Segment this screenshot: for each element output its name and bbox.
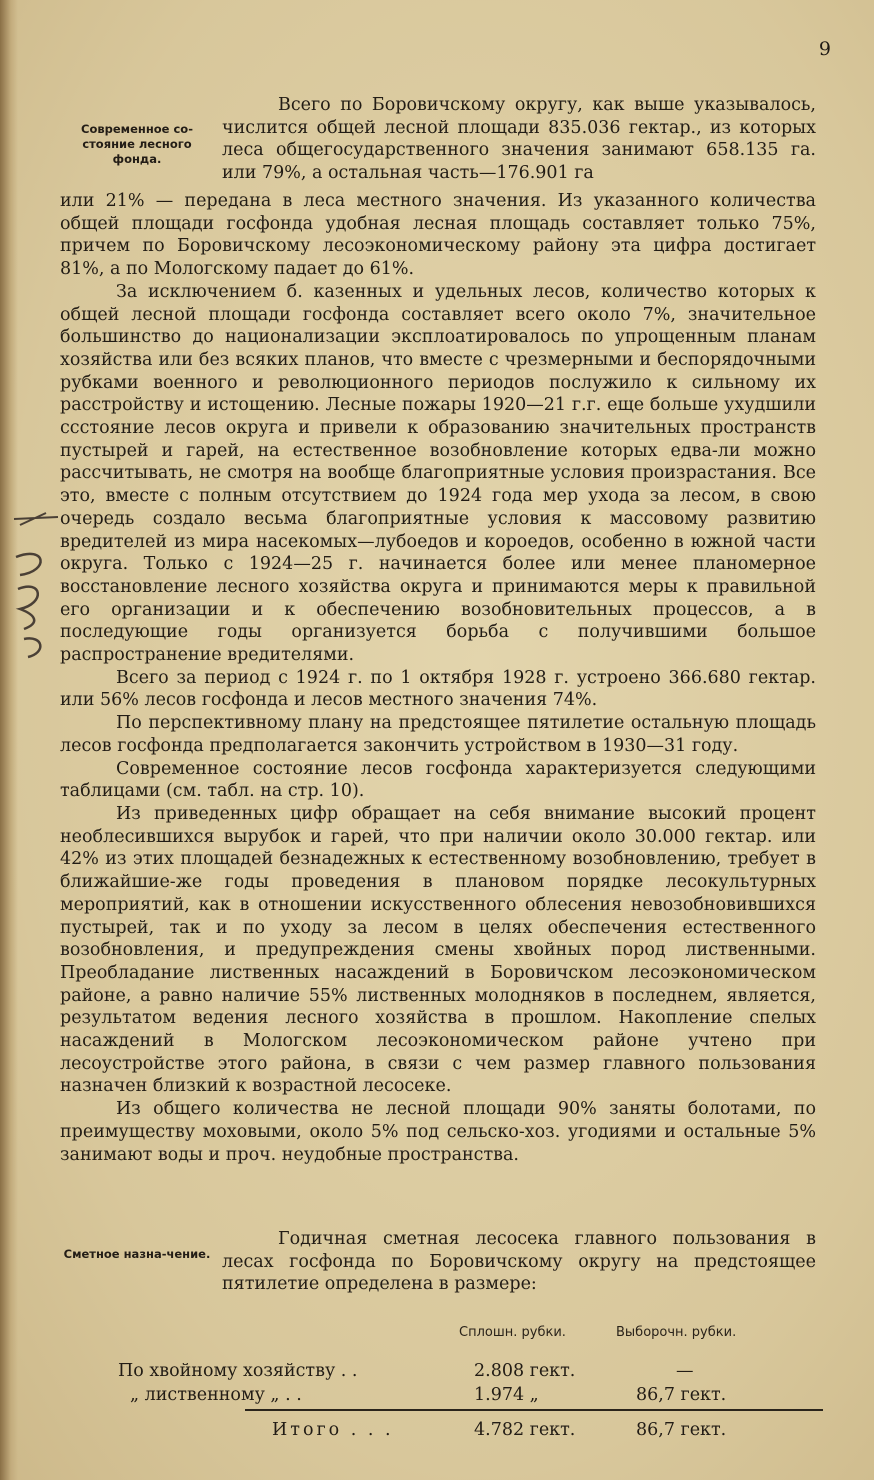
page-number: 9 (818, 38, 831, 60)
paragraph: Годичная сметная лесосека главного пользования в лесах госфонда по Боровичскому округу на предстоящее пятилетие определена в размере: (222, 1229, 816, 1295)
margin-heading-estimated-cut: Сметное назна-чение. (63, 1247, 211, 1261)
paragraph: Из приведенных цифр обращает на себя внимание высокий процент необлесившихся вырубок и гарей, что при наличии около 30.000 гектар. или 42% из этих площадей безнадежных к естественному возобновлению, требует в ближайшие-же годы проведения в плановом порядке лесокультурных мероприятий, как в отношении искусственного облесения невозобновившихся пустырей, так и по уходу за лесом в целях обеспечения естественного возобновления, и предупреждения смены хвойных пород лиственными. Преобладание лиственных насаждений в Боровичском лесоэкономическом районе, а равно наличие 55% лиственных молодняков в последнем, является, результатом ведения лесного хозяйства в прошлом. Накопление спелых насаждений в Мологском лесоэкономическом районе учтено при лесоустройстве этого района, в связи с чем размер главного пользования назначен близкий к возрастной лесосеке. (60, 803, 816, 1097)
total-label: Итого . . . (272, 1420, 394, 1440)
paragraph: За исключением б. казенных и удельных лесов, количество которых к общей лесной площади госфонда составляет всего около 7%, значительное большинство до национализации эксплоатировалось по упрощенным планам хозяйства или без всяких планов, что вместе с чрезмерными и беспорядочными рубками военного и революционного периодов послужило к сильному их расстройству и истощению. Лесные пожары 1920—21 г.г. еще больше ухудшили ссстояние лесов округа и привели к образованию значительных пространств пустырей и гарей, на естественное возобновление которых едва-ли можно рассчитывать, не смотря на вообще благоприятные условия произрастания. Все это, вместе с полным отсутствием до 1924 года мер ухода за лесом, в свою очередь создало весьма благоприятные условия к массовому развитию вредителей из мира насекомых—лубоедов и короедов, особенно в южной части округа. Только с 1924—25 г. начинается более или менее планомерное восстановление лесного хозяйства округа и принимаются меры к правильной его организации и к обеспечению возобновительных процессов, а в последующие годы организуется борьба с получившими большое распространение вредителями. (60, 281, 816, 666)
row-clear-value: 1.974 „ (474, 1385, 539, 1405)
row-label: По хвойному хозяйству . . (118, 1361, 358, 1381)
row-selective-value: 86,7 гект. (636, 1385, 727, 1405)
paragraph: Современное состояние лесов госфонда характеризуется следующими таблицами (см. табл. на стр. 10). (60, 758, 816, 802)
paragraph: или 21% — передана в леса местного значения. Из указанного количества общей площади госфонда удобная лесная площадь составляет только 75%, причем по Боровичскому лесоэкономическому району эта цифра достигает 81%, а по Мологскому падает до 61%. (60, 191, 816, 280)
total-clear-value: 4.782 гект. (474, 1420, 576, 1440)
paragraph: Всего за период с 1924 г. по 1 октября 1928 г. устроено 366.680 гектар. или 56% лесов госфонда и лесов местного значения 74%. (60, 667, 816, 711)
total-selective-value: 86,7 гект. (636, 1420, 727, 1440)
row-selective-value: — (676, 1361, 694, 1381)
header-clear-cut: Сплошн. рубки. (459, 1325, 566, 1340)
paragraph: Из общего количества не лесной площади 90% заняты болотами, по преимуществу моховыми, около 5% под сельско-хоз. угодиями и остальные 5% занимают воды и проч. неудобные пространства. (60, 1099, 816, 1165)
pencil-scribble-icon (6, 505, 66, 665)
row-clear-value: 2.808 гект. (474, 1361, 576, 1381)
row-label: „ лиственному „ . . (130, 1385, 302, 1405)
total-divider-line (245, 1409, 823, 1411)
paragraph: По перспективному плану на предстоящее пятилетие остальную площадь лесов госфонда предполагается закончить устройством в 1930—31 году. (60, 713, 816, 756)
header-selective-cut: Выборочн. рубки. (616, 1325, 737, 1340)
margin-heading-forest-state: Современное со-стояние лесного фонда. (81, 122, 193, 166)
paragraph: Всего по Боровичскому округу, как выше указывалось, числится общей лесной площади 835.036 гектар., из которых леса общегосударственного значения занимают 658.135 га. или 79%, а остальная часть—176.901 га (222, 95, 816, 184)
